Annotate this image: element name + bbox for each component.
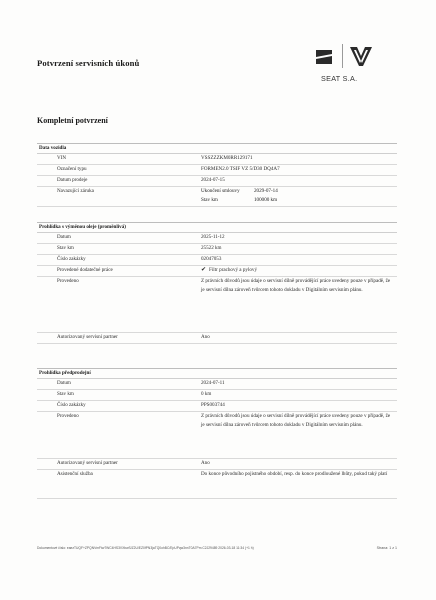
pre-sale-table — [37, 368, 397, 499]
row-value: 0 km — [201, 391, 212, 397]
vehicle-data-heading: Data vozidla — [37, 144, 397, 154]
row-value: 02047053 — [201, 256, 222, 262]
warranty-km-label: Stav km — [201, 197, 218, 203]
warranty-end-value: 2029-07-14 — [254, 188, 278, 194]
row-value: 2024-07-15 — [201, 177, 225, 183]
seat-logo-icon — [313, 46, 335, 68]
row-label: Autorizovaný servisní partner — [57, 460, 118, 466]
table-row — [37, 379, 397, 390]
row-label: Provedeno — [57, 278, 79, 284]
row-value: Z právních důvodů jsou údaje o servisní dílně provádějící práce uvedeny pouze v případě, že je servisní dílna zároveň tvůrcem tohoto dokladu v Digitálním servisním plánu. — [201, 413, 391, 429]
footer-document-number: Dokumentové číslo: eaezTUQF+ZPQNVmFtw7WC4HS3VXbwS/Z2U/EZ0fPN3jaTQ0ohBC/EpUPqw3nnT0A7Pm C2J29489 2026-03-18 11:34 (+1 h) — [37, 546, 254, 550]
brand-text: SEAT S.A. — [321, 74, 358, 83]
row-value: Do konce původního pojistného období, resp. do konce prodloužené lhůty, pokud taký platí — [201, 471, 388, 477]
table-row — [37, 165, 397, 176]
row-label: Datum — [57, 380, 71, 386]
table-row — [37, 255, 397, 266]
oil-service-table — [37, 222, 397, 344]
table-row — [37, 244, 397, 255]
row-label: Datum prodeje — [57, 177, 88, 183]
table-row — [37, 470, 397, 499]
pre-sale-heading: Prohlídka předprodejní — [37, 369, 397, 379]
section-title: Kompletní potvrzení — [37, 116, 108, 125]
row-label: Autorizovaný servisní partner — [57, 334, 118, 340]
row-label: VIN — [57, 155, 67, 161]
warranty-label: Navazující záruka — [57, 188, 94, 194]
logo-separator — [342, 44, 343, 68]
cupra-logo-icon — [349, 44, 373, 70]
page-footer — [37, 546, 397, 550]
row-label: Číslo zakázky — [57, 256, 86, 262]
row-value: PPS003744 — [201, 402, 225, 408]
row-label: Stav km — [57, 391, 74, 397]
row-value: 2024-07-11 — [201, 380, 225, 386]
table-row — [37, 277, 397, 333]
table-row — [37, 401, 397, 412]
row-label: Provedeno — [57, 413, 79, 419]
row-value: 25522 km — [201, 245, 222, 251]
row-label: Datum — [57, 234, 71, 240]
row-value — [201, 266, 391, 275]
page-number: Strana: 1 z 1 — [376, 546, 397, 550]
warranty-row — [37, 187, 397, 207]
table-row — [37, 390, 397, 401]
table-row — [37, 266, 397, 277]
table-row — [37, 333, 397, 344]
oil-service-heading: Prohlídka s výměnou oleje (proměnlivá) — [37, 223, 397, 233]
document-title: Potvrzení servisních úkonů — [37, 58, 140, 68]
row-value: VSSZZZKM0RR129171 — [201, 155, 253, 161]
warranty-end-label: Ukončení smlouvy — [201, 188, 240, 194]
row-label: Asistenční služba — [57, 471, 93, 477]
checkmark-icon: ✔ — [201, 267, 207, 273]
row-label: Provedené dodatečné práce — [57, 267, 113, 273]
row-value: Ano — [201, 460, 210, 466]
table-row — [37, 412, 397, 459]
row-value: 2025-11-12 — [201, 234, 225, 240]
vehicle-data-table — [37, 143, 397, 207]
row-label: Číslo zakázky — [57, 402, 86, 408]
row-value: Z právních důvodů jsou údaje o servisní dílně provádějící práce uvedeny pouze v případě, že je servisní dílna zároveň tvůrcem tohoto dokladu v Digitálním servisním plánu. — [201, 278, 391, 294]
table-row — [37, 459, 397, 470]
table-row — [37, 154, 397, 165]
table-row — [37, 233, 397, 244]
warranty-km-value: 100000 km — [254, 197, 278, 203]
row-value: FORMEN2.0 TSIF VZ 5/D30 DQ4A7 — [201, 166, 280, 172]
extra-work-value: Filtr prachový a pylový — [209, 267, 257, 273]
row-label: Označení typu — [57, 166, 87, 172]
table-row — [37, 176, 397, 187]
row-label: Stav km — [57, 245, 74, 251]
row-value: Ano — [201, 334, 210, 340]
brand-logos — [313, 44, 385, 92]
